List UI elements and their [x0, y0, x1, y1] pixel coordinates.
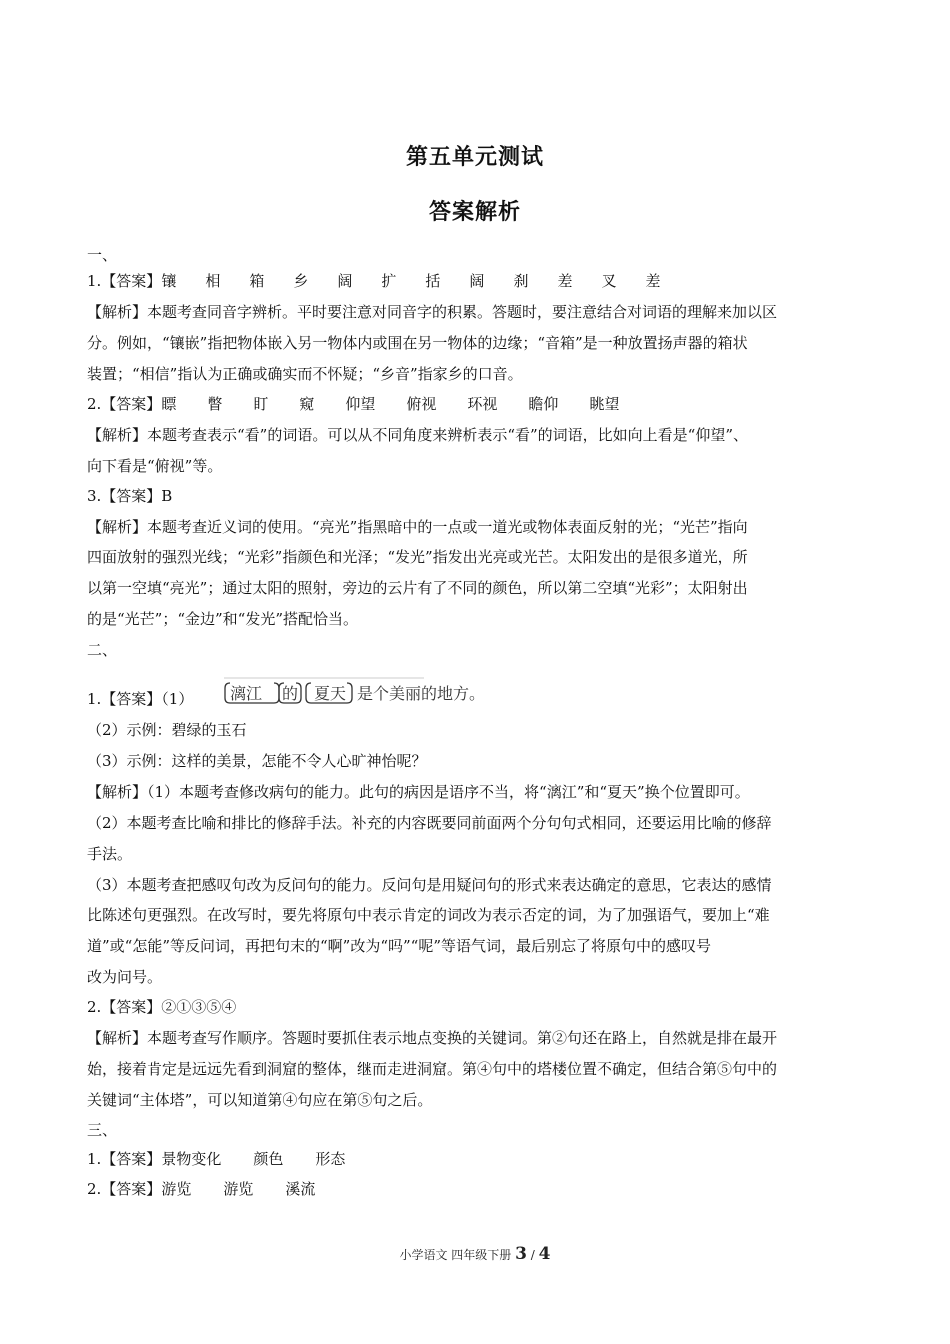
answer-prefix: 1.【答案】 [87, 272, 162, 290]
answer-word: 扩 [381, 272, 397, 290]
answer-prefix: 2.【答案】 [87, 1180, 162, 1198]
q1-3-analysis-line: 以第一空填“亮光”；通过太阳的照射，旁边的云片有了不同的颜色，所以第二空填“光彩”；太阳射出 [87, 579, 748, 597]
answer-word: 俯视 [406, 395, 437, 413]
q2-1-analysis-line: 道”或“怎能”等反问词，再把句末的“啊”改为“吗”“呢”等语气词，最后别忘了将原句中的感叹号 [87, 937, 712, 955]
answer-word: 叉 [601, 272, 617, 290]
answer-word: 瞟 [161, 395, 177, 413]
q1-3-analysis-line: 【解析】本题考查近义词的使用。“亮光”指黑暗中的一点或一道光或物体表面反射的光；“光芒”指向 [87, 518, 748, 536]
answer-prefix: 1.【答案】 [87, 1150, 162, 1168]
answer-word: 刹 [513, 272, 529, 290]
q2-2-answer: 2.【答案】②①③⑤④ [87, 998, 237, 1016]
q1-1-analysis-line: 装置；“相信”指认为正确或确实而不怀疑；“乡音”指家乡的口音。 [87, 365, 523, 383]
q2-1-analysis-line: 改为问号。 [87, 968, 163, 986]
section-1-heading: 一、 [87, 246, 118, 264]
q2-1-answer-3: （3）示例：这样的美景，怎能不令人心旷神怡呢？ [87, 752, 427, 770]
answer-word: 盯 [253, 395, 269, 413]
answer-word: 眺望 [589, 395, 620, 413]
section-2-heading: 二、 [87, 641, 118, 659]
answer-prefix: 2.【答案】 [87, 395, 162, 413]
page-footer [0, 1244, 950, 1264]
answer-word: 差 [645, 272, 661, 290]
q2-1-analysis-line: （3）本题考查把感叹句改为反问句的能力。反问句是用疑问句的形式来表达确定的意思，它表达的感情 [87, 876, 772, 894]
page-title: 第五单元测试 [405, 145, 544, 170]
q2-1-analysis-line: 比陈述句更强烈。在改写时，要先将原句中表示肯定的词改为表示否定的词，为了加强语气，要加上“难 [87, 906, 770, 924]
q2-1-answer-2: （2）示例：碧绿的玉石 [87, 721, 247, 739]
answer-word: 环视 [467, 395, 498, 413]
q2-1-analysis-line: 【解析】（1）本题考查修改病句的能力。此句的病因是语序不当，将“漓江”和“夏天”换个位置即可。 [87, 783, 750, 801]
answer-word: 颜色 [253, 1150, 284, 1168]
answer-word: 镶 [161, 272, 177, 290]
answer-word: 游览 [223, 1180, 254, 1198]
answer-word: 溪流 [285, 1180, 316, 1198]
image-word: 的 [282, 684, 299, 703]
q1-3-analysis-line: 四面放射的强烈光线；“光彩”指颜色和光泽；“发光”指发出光亮或光芒。太阳发出的是很多道光，所 [87, 548, 748, 566]
answer-word: 游览 [161, 1180, 192, 1198]
answer-word: 箱 [249, 272, 265, 290]
answer-word: 瞥 [207, 395, 223, 413]
page-total: 4 [538, 1244, 551, 1264]
q2-2-analysis-line: 关键词“主体塔”，可以知道第④句应在第⑤句之后。 [87, 1091, 433, 1109]
image-word: 夏天 [314, 684, 347, 703]
q3-1-answer [87, 1149, 867, 1169]
q1-1-analysis-line: 分。例如，“镶嵌”指把物体嵌入另一物体内或围在另一物体的边缘；“音箱”是一种放置扬声器的箱状 [87, 334, 748, 352]
q1-1-analysis-line: 【解析】本题考查同音字辨析。平时要注意对同音字的积累。答题时，要注意结合对词语的理解来加以区 [87, 303, 778, 321]
q2-1-answer [87, 684, 867, 709]
page-subtitle: 答案解析 [428, 200, 521, 225]
q1-2-answer [87, 394, 867, 414]
q1-3-analysis-line: 的是“光芒”；“金边”和“发光”搭配恰当。 [87, 610, 359, 628]
answer-word: 括 [425, 272, 441, 290]
section-3-heading: 三、 [87, 1121, 118, 1139]
q3-2-answer [87, 1179, 867, 1199]
answer-word: 阔 [337, 272, 353, 290]
q2-1-analysis-line: （2）本题考查比喻和排比的修辞手法。补充的内容既要同前面两个分句句式相同，还要运用比喻的修辞 [87, 814, 772, 832]
image-word: 漓江 [230, 684, 263, 703]
q1-1-answer [87, 271, 867, 291]
q1-2-analysis-line: 【解析】本题考查表示“看”的词语。可以从不同角度来辨析表示“看”的词语，比如向上看是“仰望”、 [87, 426, 749, 444]
footer-label: 小学语文 四年级下册 [399, 1248, 512, 1262]
q1-2-analysis-line: 向下看是“俯视”等。 [87, 457, 223, 475]
answer-word: 乡 [293, 272, 309, 290]
q1-3-answer: 3.【答案】B [87, 487, 173, 505]
q2-2-analysis-line: 始，接着肯定是远远先看到洞窟的整体，继而走进洞窟。第④句中的塔楼位置不确定，但结合第⑤句中的 [87, 1060, 778, 1078]
answer-word: 仰望 [345, 395, 376, 413]
answer-word: 瞻仰 [528, 395, 559, 413]
answer-word: 形态 [315, 1150, 346, 1168]
page-separator: / [530, 1248, 535, 1262]
image-word: 是个美丽的地方。 [357, 684, 486, 703]
answer-word: 相 [205, 272, 221, 290]
answer-prefix: 1.【答案】（1） [87, 690, 194, 708]
answer-word: 差 [557, 272, 573, 290]
answer-word: 阔 [469, 272, 485, 290]
page-number: 3 [515, 1244, 527, 1264]
corrected-sentence-image [224, 675, 494, 714]
q2-1-analysis-line: 手法。 [87, 845, 133, 863]
answer-word: 窥 [299, 395, 315, 413]
q2-2-analysis-line: 【解析】本题考查写作顺序。答题时要抓住表示地点变换的关键词。第②句还在路上，自然就是排在最开 [87, 1029, 778, 1047]
answer-word: 景物变化 [161, 1150, 222, 1168]
